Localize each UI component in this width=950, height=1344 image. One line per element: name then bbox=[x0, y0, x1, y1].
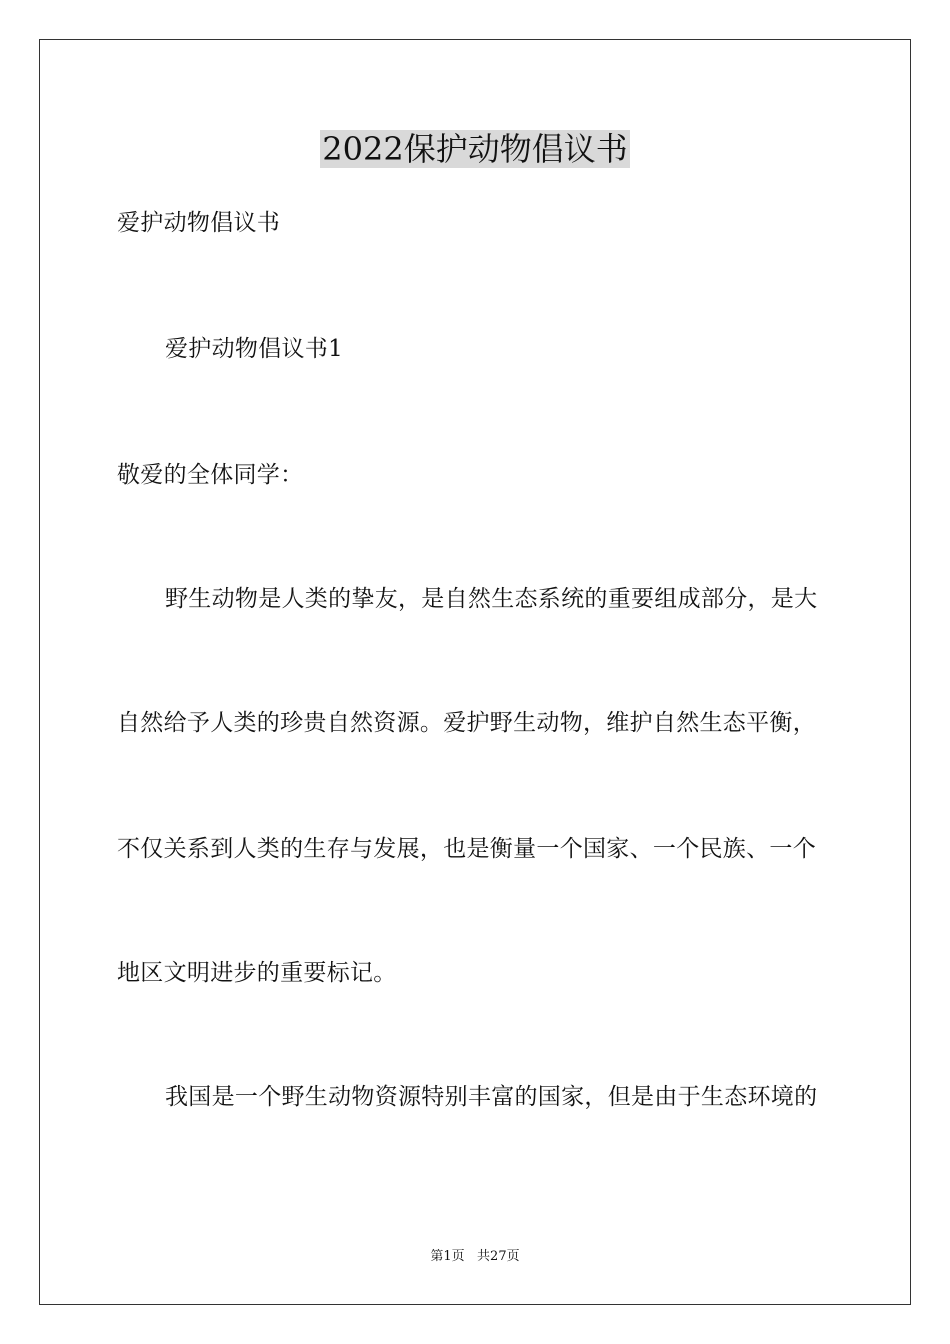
text-line-paragraph-1-line-4: 地区文明进步的重要标记。 bbox=[117, 960, 397, 986]
text-line-section-heading: 爱护动物倡议书1 bbox=[165, 336, 344, 362]
text-line-subtitle: 爱护动物倡议书 bbox=[117, 210, 281, 236]
text-line-salutation: 敬爱的全体同学： bbox=[117, 462, 304, 488]
text-line-paragraph-2-line-1: 我国是一个野生动物资源特别丰富的国家，但是由于生态环境的 bbox=[165, 1084, 818, 1110]
document-title: 2022保护动物倡议书 bbox=[322, 130, 628, 168]
document-title-block bbox=[0, 124, 950, 174]
text-line-paragraph-1-line-2: 自然给予人类的珍贵自然资源。爱护野生动物，维护自然生态平衡， bbox=[117, 710, 816, 736]
text-line-paragraph-1-line-3: 不仅关系到人类的生存与发展，也是衡量一个国家、一个民族、一个 bbox=[117, 836, 816, 862]
text-line-paragraph-1-line-1: 野生动物是人类的挚友，是自然生态系统的重要组成部分，是大 bbox=[165, 586, 818, 612]
page-footer: 第1页 共27页 bbox=[430, 1249, 520, 1264]
